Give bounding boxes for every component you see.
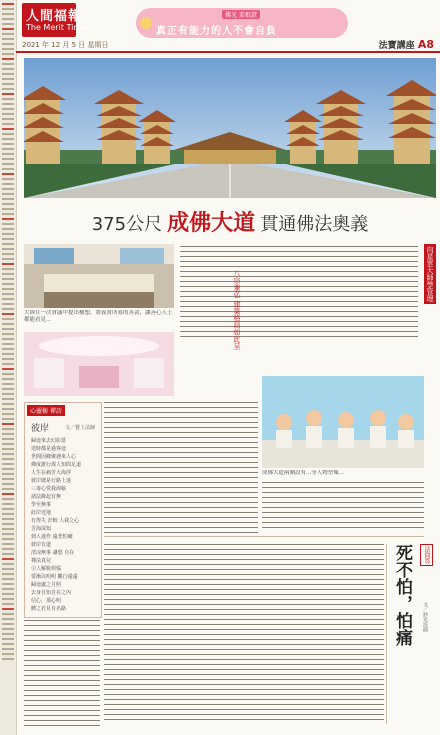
poem-line: 送時都是過客途 [31, 446, 67, 452]
article2-body-a [104, 544, 384, 724]
article2-tag: 法問答 [420, 544, 433, 566]
poem-line: 諸法緣起有無 [31, 494, 62, 500]
poem-line: 禪法真兒 [31, 558, 52, 564]
column-label: 向星雲大師學管理 [426, 246, 434, 302]
banner-motto: 真正有能力的人不會自負 [156, 26, 277, 37]
poem-line: 人生在痛苦大海浮 [31, 470, 72, 476]
poem-line: 世間因緣聚遇來人心 [31, 454, 77, 460]
poem-line: 去身自知自在之內 [31, 590, 72, 596]
article1-body-top [180, 246, 418, 341]
logo-english: The Merit Times [26, 23, 91, 32]
poem-line: 彼岸總是行路上迷 [31, 478, 72, 484]
headline-suffix: 貫通佛法奧義 [260, 214, 369, 235]
flower-icon [140, 17, 152, 29]
poem-line: 引人解脫煩惱 [31, 566, 62, 572]
article1-subhead: 八宗兼弘 建築格局如此呈 [233, 270, 241, 350]
newspaper-logo[interactable] [22, 3, 91, 37]
poem-line: 有得失 計較 人我之心 [31, 518, 80, 524]
hall-caption: 大師在一次會議中提出構想，將義賣所募的善款，讓善心人士都能看見... [24, 310, 173, 323]
figures-caption: 成佛大道兩側設有...等人物塑像... [262, 470, 344, 476]
page-number: A8 [417, 38, 434, 51]
poem-line: 彼岸有道 [31, 542, 52, 548]
headline-main: 成佛大道 [167, 210, 256, 236]
figures-photo [262, 376, 424, 468]
pagoda-illustration [24, 58, 436, 198]
poem-line: 佛度誰行謀人知問足道 [31, 462, 82, 468]
poem-line: 三毒心愛我海喻 [31, 486, 67, 492]
page-header [16, 0, 440, 52]
poem-line: 歸途處之月照 [31, 582, 62, 588]
article2-author: 文／妙光法師 [422, 602, 428, 632]
poem-header: 心靈樹 禪詩 [27, 405, 65, 416]
pagoda-photo [24, 58, 436, 198]
headline-prefix: 375公尺 [91, 214, 163, 235]
article2-title: 死不怕，怕痛 [392, 544, 412, 646]
poem-line: 要漸以明明 觀行還遠 [31, 574, 78, 580]
issue-date: 2021 年 12 月 5 日 星期日 [22, 41, 109, 49]
poem-line: 苦海深知 [31, 526, 52, 532]
hall-photo [24, 244, 174, 308]
poem-line: 體之若見有名路 [31, 606, 67, 612]
poem-line: 學至無事 [31, 502, 52, 508]
section-label: 法寶講座 [378, 41, 415, 51]
header-rule [16, 51, 440, 53]
poem-line: 歸途來去幻影當 [31, 438, 67, 444]
motto-banner [136, 8, 348, 38]
left-ad-strip [0, 0, 17, 735]
logo-chinese: 人間福報 [26, 9, 83, 24]
poem-title: 彼岸 [31, 424, 50, 434]
exhibit-room-photo [24, 332, 174, 396]
poem-line: 到人迷作 遠悲怕癡 [31, 534, 73, 540]
poem-line: 信心，那心明 [31, 598, 62, 604]
section-title [379, 38, 434, 51]
poem-box [24, 402, 102, 618]
poem-author: 文／覺上法師 [65, 425, 96, 431]
poem-line: 此岸近地 [31, 510, 52, 516]
right-divider [386, 544, 387, 724]
banner-tag: 佛光 菜根譚 [222, 10, 260, 19]
poem-line: 清涼無事 讓慾 自在 [31, 550, 75, 556]
article1-body-low [262, 482, 424, 532]
article-headline [24, 206, 436, 236]
section-divider [104, 536, 424, 537]
article1-body-mid [104, 402, 258, 537]
article2-body-b [24, 620, 100, 730]
